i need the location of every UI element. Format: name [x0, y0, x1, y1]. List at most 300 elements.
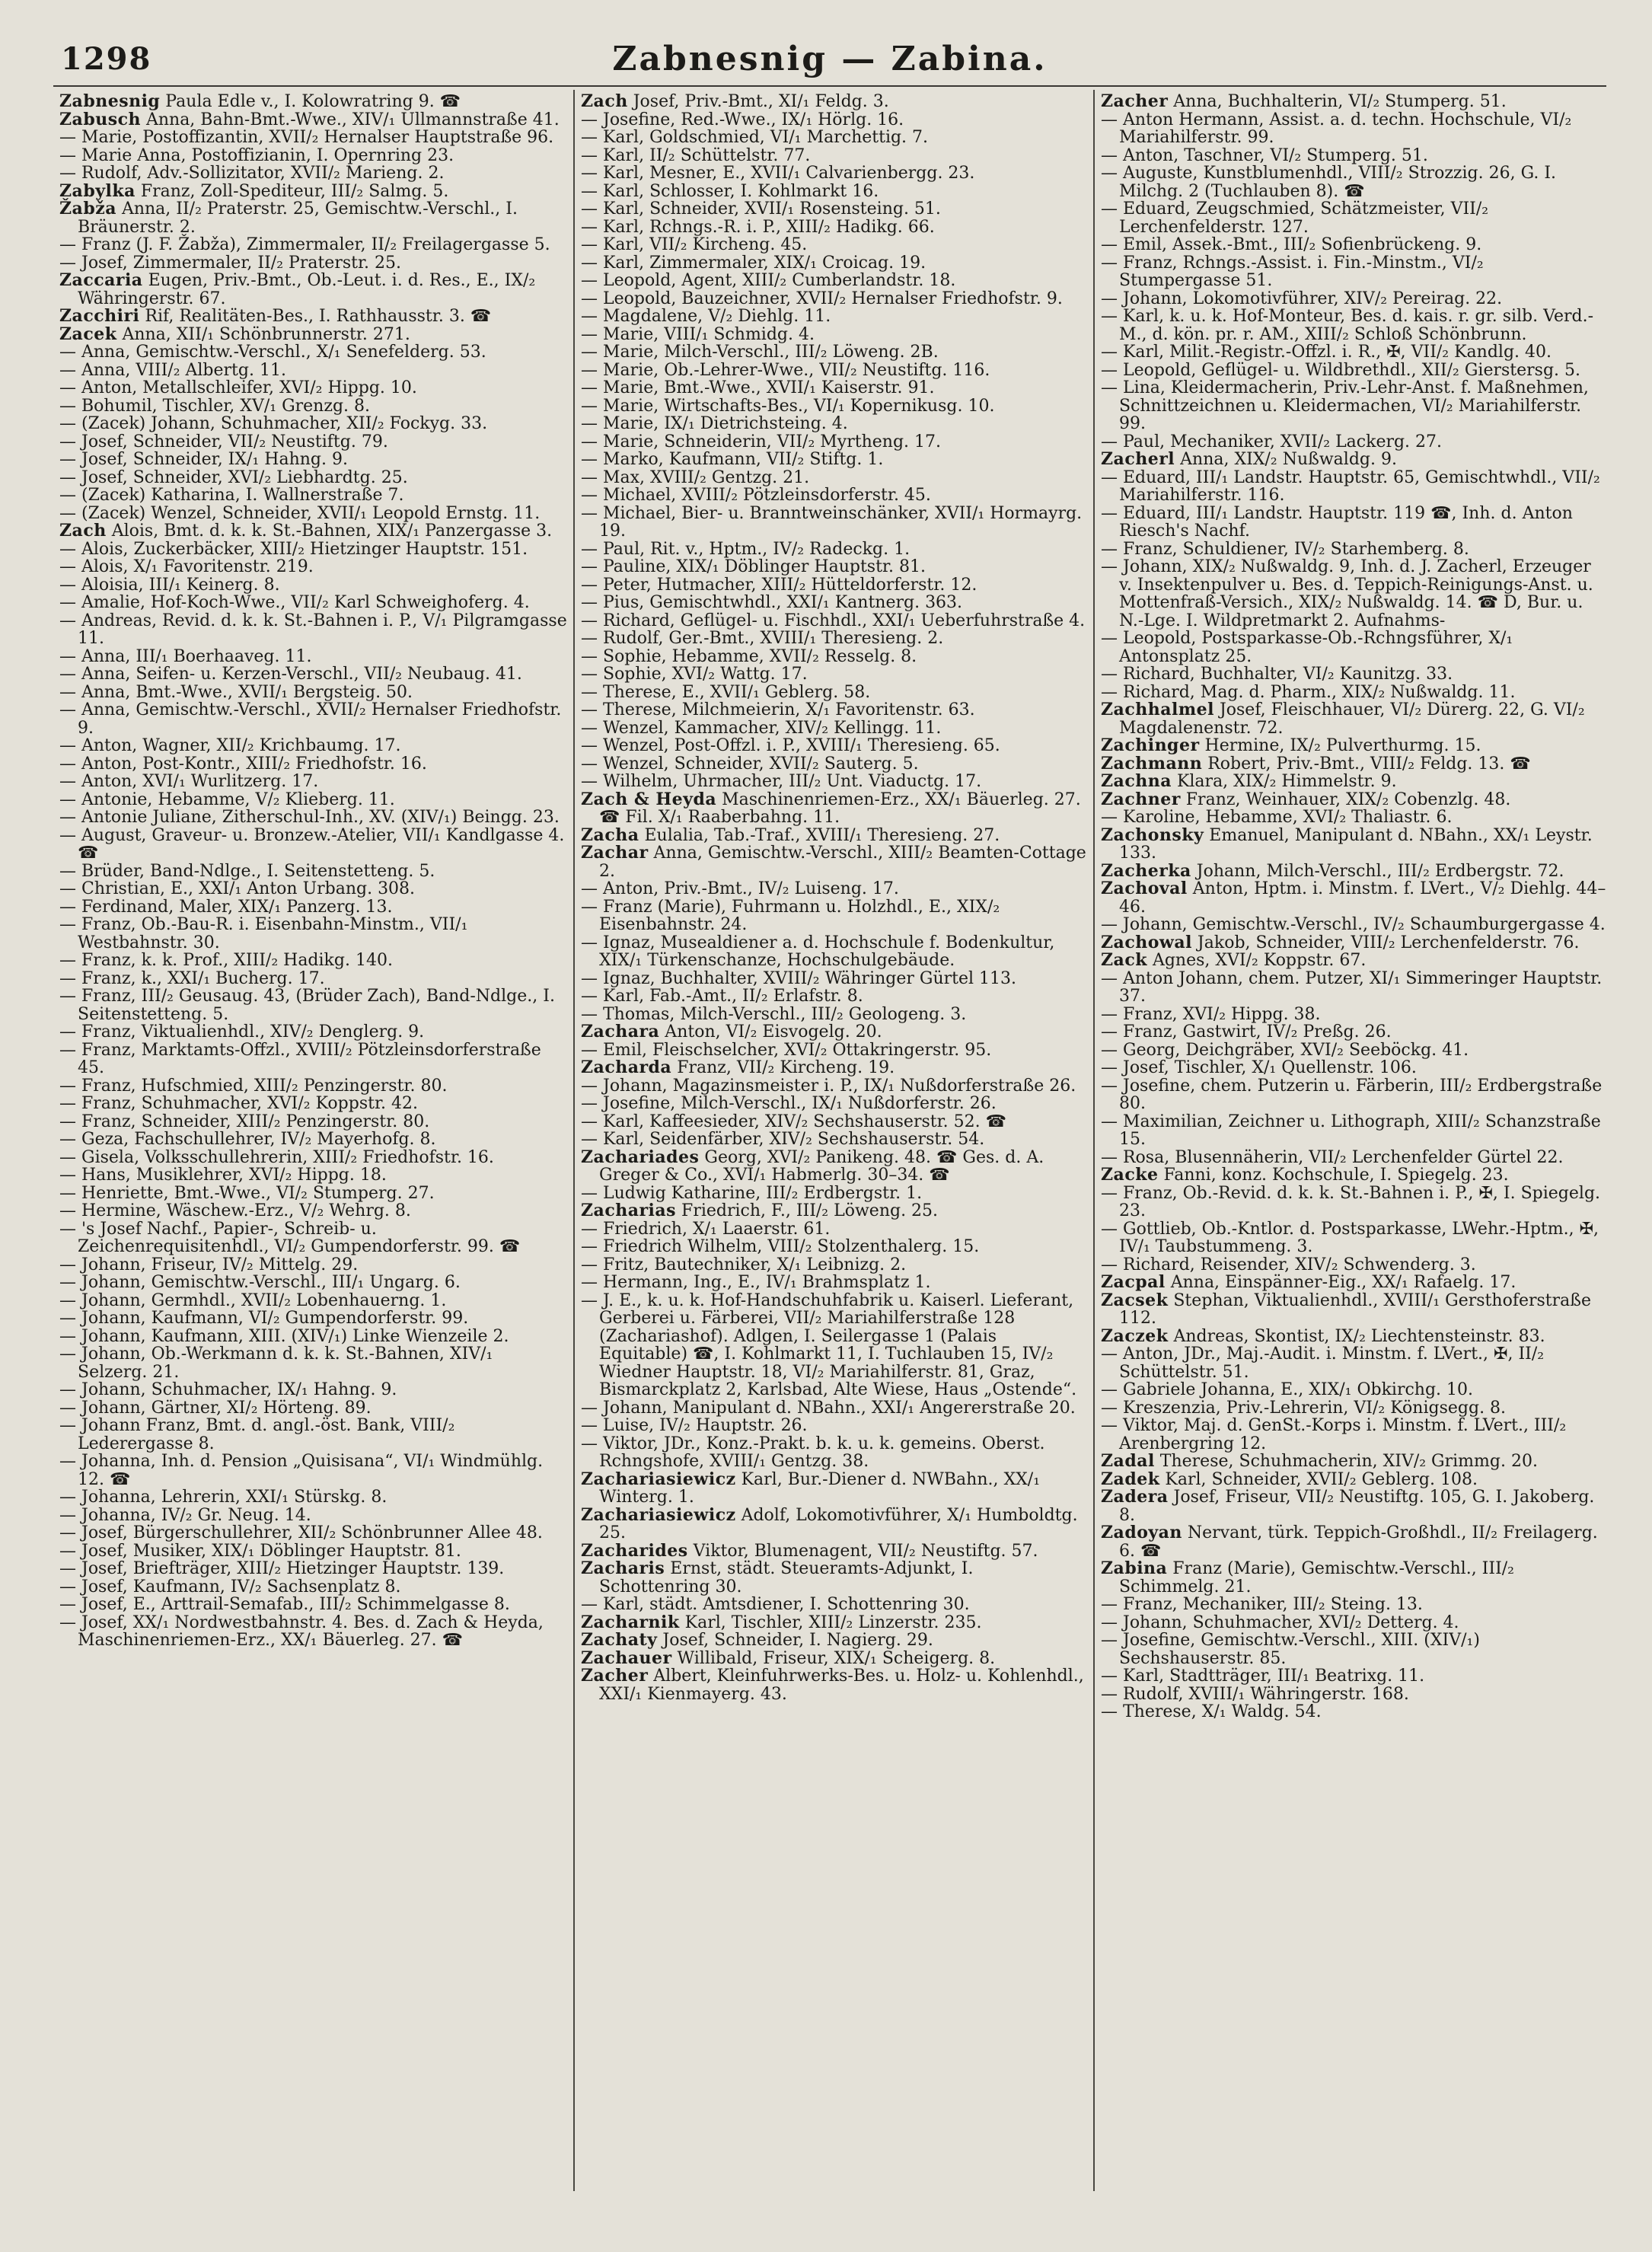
entry-text: — Josef, Schneider, VII/₂ Neustiftg. 79.	[59, 432, 388, 451]
entry-text: — Marie, Postoffizantin, XVII/₂ Hernalser Hauptstraße 96.	[59, 128, 554, 147]
directory-entry	[581, 1471, 1087, 1507]
entry-text: — Johann Franz, Bmt. d. angl.-öst. Bank, VIII/₂ Lederergasse 8.	[59, 1416, 455, 1453]
directory-entry	[59, 1453, 567, 1488]
entry-text: — Johann, Kaufmann, XIII. (XIV/₁) Linke Wienzeile 2.	[59, 1326, 509, 1346]
entry-text: — Karl, II/₂ Schüttelstr. 77.	[581, 145, 811, 165]
entry-text: — Josef, Bürgerschullehrer, XII/₂ Schönbrunner Allee 48.	[59, 1523, 543, 1542]
entry-text: Anna, Bahn-Bmt.-Wwe., XIV/₁ Ullmannstraße 41.	[140, 110, 560, 129]
entry-text: — Josefine, chem. Putzerin u. Färberin, III/₂ Erdbergstraße 80.	[1101, 1076, 1603, 1113]
entry-text: — Rudolf, Ger.-Bmt., XVIII/₁ Theresieng. 2.	[581, 629, 944, 648]
entry-surname: Zacharda	[581, 1057, 672, 1077]
entry-text: — Michael, Bier- u. Branntweinschänker, XVII/₁ Hormayrg. 19.	[581, 503, 1083, 541]
directory-entry	[1101, 1220, 1607, 1256]
entry-text: Anna, XIX/₂ Nußwaldg. 9.	[1175, 450, 1397, 469]
entry-text: Anna, XII/₁ Schönbrunnerstr. 271.	[116, 324, 410, 344]
entry-surname: Zach	[59, 521, 107, 541]
directory-entry	[581, 1435, 1087, 1471]
entry-surname: Zachowal	[1101, 932, 1192, 952]
entry-text: — Leopold, Bauzeichner, XVII/₂ Hernalser Friedhofstr. 9.	[581, 289, 1063, 308]
directory-entry	[59, 164, 567, 183]
entry-text: — Marie Anna, Postoffizianin, I. Opernring 23.	[59, 145, 454, 165]
entry-text: — J. E., k. u. k. Hof-Handschuhfabrik u. Kaiserl. Lieferant, Gerberei u. Färberei, VII/₂ Mariahilferstraße 128 (Zachariashof). Adlgen, I. Seilergasse 1 (Palais Equitable) ☎, I. Kohlmarkt 11, I. Tuchlauben 15, IV/₂ Wiedner Hauptstr. 18, VI/₂ Mariahilferstr. 81, Graz, Bismarckplatz 2, Karlsbad, Alte Wiese, Haus „Ostende“.	[581, 1290, 1077, 1399]
directory-entry	[1101, 737, 1607, 755]
entry-surname: Zadoyan	[1101, 1523, 1182, 1542]
entry-text: — Hermine, Wäschew.-Erz., V/₂ Wehrg. 8.	[59, 1201, 411, 1220]
directory-entry	[1101, 290, 1607, 308]
directory-entry	[581, 880, 1087, 898]
directory-entry	[581, 219, 1087, 237]
entry-surname: Zacherka	[1101, 860, 1191, 881]
entry-text: — Friedrich, X/₁ Laaerstr. 61.	[581, 1219, 831, 1239]
entry-surname: Zacchiri	[59, 306, 140, 326]
entry-text: Emanuel, Manipulant d. NBahn., XX/₁ Leystr. 133.	[1119, 825, 1593, 863]
directory-entry	[1101, 1185, 1607, 1220]
entry-text: — Viktor, Maj. d. GenSt.-Korps i. Minstm. f. LVert., III/₂ Arenbergring 12.	[1101, 1416, 1567, 1453]
directory-entry	[59, 1417, 567, 1453]
entry-text: — Leopold, Agent, XIII/₂ Cumberlandstr. 18.	[581, 271, 956, 290]
directory-entry	[1101, 1256, 1607, 1274]
entry-text: — Marie, Bmt.-Wwe., XVII/₁ Kaiserstr. 91.	[581, 378, 935, 397]
entry-text: — Josef, XX/₁ Nordwestbahnstr. 4. Bes. d. Zach & Heyda, Maschinenriemen-Erz., XX/₁ Bäuerleg. 27. ☎	[59, 1612, 544, 1650]
directory-entry	[581, 1560, 1087, 1596]
directory-entry	[581, 1650, 1087, 1668]
directory-entry	[59, 1131, 567, 1149]
entry-text: — Alois, Zuckerbäcker, XIII/₂ Hietzinger Hauptstr. 151.	[59, 539, 528, 559]
entry-text: — Franz, Rchngs.-Assist. i. Fin.-Minstm., VI/₂ Stumpergasse 51.	[1101, 253, 1484, 290]
entry-text: — Franz, XVI/₂ Hippg. 38.	[1101, 1004, 1321, 1024]
directory-entry	[1101, 1113, 1607, 1149]
directory-entry	[1101, 1703, 1607, 1721]
entry-text: — Johanna, Lehrerin, XXI/₁ Stürskg. 8.	[59, 1488, 387, 1507]
directory-entry	[59, 505, 567, 523]
entry-text: Josef, Priv.-Bmt., XI/₁ Feldg. 3.	[627, 92, 889, 111]
entry-surname: Zabusch	[59, 109, 141, 129]
directory-entry	[581, 1095, 1087, 1113]
entry-text: — Luise, IV/₂ Hauptstr. 26.	[581, 1416, 808, 1435]
directory-entry	[59, 129, 567, 147]
entry-text: Franz, Zoll-Spediteur, III/₂ Salmg. 5.	[135, 181, 449, 201]
entry-surname: Zachara	[581, 1022, 660, 1041]
directory-entry	[59, 791, 567, 809]
entry-surname: Zacharias	[581, 1201, 677, 1220]
directory-entry	[59, 880, 567, 898]
entry-text: — Anton, Priv.-Bmt., IV/₂ Luiseng. 17.	[581, 879, 899, 898]
directory-entry	[581, 379, 1087, 397]
entry-text: — Johann, Kaufmann, VI/₂ Gumpendorferstr. 99.	[59, 1309, 469, 1328]
entry-text: — Emil, Assek.-Bmt., III/₂ Sofienbrückeng. 9.	[1101, 235, 1482, 254]
entry-text: — Karl, Stadtträger, III/₁ Beatrixg. 11.	[1101, 1667, 1425, 1686]
directory-entry	[581, 1399, 1087, 1418]
directory-entry	[1101, 1274, 1607, 1292]
directory-entry	[1101, 433, 1607, 451]
directory-entry	[59, 1345, 567, 1381]
entry-surname: Zacpal	[1101, 1272, 1166, 1292]
entry-text: — Peter, Hutmacher, XIII/₂ Hütteldorferstr. 12.	[581, 575, 977, 595]
entry-text: — Franz (J. F. Žabža), Zimmermaler, II/₂ Freilagergasse 5.	[59, 235, 550, 254]
entry-text: — Johann, Friseur, IV/₂ Mittelg. 29.	[59, 1255, 359, 1274]
directory-entry	[581, 1504, 1087, 1542]
entry-text: Adolf, Lokomotivführer, X/₁ Humboldtg. 25.	[599, 1505, 1078, 1542]
entry-text: Karl, Bur.-Diener d. NWBahn., XX/₁ Winterg. 1.	[599, 1469, 1041, 1507]
directory-entry	[59, 236, 567, 254]
directory-entry	[59, 1507, 567, 1525]
directory-entry	[581, 1238, 1087, 1256]
entry-text: — Anna, Seifen- u. Kerzen-Verschl., VII/₂ Neubaug. 41.	[59, 665, 522, 684]
directory-entry	[59, 1077, 567, 1096]
entry-text: Albert, Kleinfuhrwerks-Bes. u. Holz- u. Kohlenhdl., XXI/₁ Kienmayerg. 43.	[599, 1667, 1084, 1704]
entry-text: — Josef, Schneider, IX/₁ Hahng. 9.	[59, 450, 348, 469]
entry-text: Johann, Milch-Verschl., III/₂ Erdbergstr. 72.	[1191, 861, 1564, 881]
entry-text: — Wenzel, Post-Offzl. i. P., XVIII/₁ Theresieng. 65.	[581, 736, 1000, 755]
entry-text: — Pius, Gemischtwhdl., XXI/₁ Kantnerg. 363.	[581, 593, 963, 612]
directory-entry	[581, 290, 1087, 308]
entry-text: — Josef, Schneider, XVI/₂ Liebhardtg. 25.	[59, 467, 408, 487]
entry-surname: Zacherl	[1101, 449, 1175, 469]
entry-text: Nervant, türk. Teppich-Großhdl., II/₂ Freilagerg. 6. ☎	[1119, 1523, 1598, 1561]
entry-surname: Zachaty	[581, 1630, 658, 1650]
directory-entry	[59, 326, 567, 344]
entry-surname: Zaczek	[1101, 1325, 1169, 1346]
entry-text: — Josef, Musiker, XIX/₁ Döblinger Hauptstr. 81.	[59, 1541, 461, 1561]
column-middle	[573, 90, 1093, 2191]
entry-text: — Max, XVIII/₂ Gentzg. 21.	[581, 467, 810, 487]
directory-entry	[1101, 343, 1607, 362]
entry-text: — Josef, Kaufmann, IV/₂ Sachsenplatz 8.	[59, 1577, 401, 1596]
entry-surname: Zacher	[581, 1666, 649, 1686]
entry-text: — Karl, Rchngs.-R. i. P., XIII/₂ Hadikg. 66.	[581, 217, 935, 237]
directory-entry	[1101, 1041, 1607, 1060]
entry-text: Josef, Friseur, VII/₂ Neustiftg. 105, G. I. Jakoberg. 8.	[1119, 1488, 1595, 1525]
directory-entry	[1101, 1023, 1607, 1041]
directory-entry	[59, 1381, 567, 1399]
directory-entry	[581, 791, 1087, 827]
directory-entry	[59, 952, 567, 970]
entry-text: — Karl, Zimmermaler, XIX/₁ Croicag. 19.	[581, 253, 926, 273]
entry-text: — Wilhelm, Uhrmacher, III/₂ Unt. Viaductg. 17.	[581, 772, 982, 791]
directory-entry	[59, 200, 567, 236]
directory-entry	[581, 1077, 1087, 1096]
directory-entry	[1101, 970, 1607, 1006]
entry-text: — Anna, VIII/₂ Albertg. 11.	[59, 360, 286, 380]
entry-text: — Karl, städt. Amtsdiener, I. Schottenring 30.	[581, 1595, 970, 1614]
entry-surname: Zadal	[1101, 1451, 1155, 1471]
entry-text: Stephan, Viktualienhdl., XVIII/₁ Gersthoferstraße 112.	[1119, 1290, 1591, 1328]
entry-text: — (Zacek) Wenzel, Schneider, XVII/₁ Leopold Ernstg. 11.	[59, 503, 541, 523]
directory-entry	[1101, 1292, 1607, 1328]
entry-text: — Emil, Fleischselcher, XVI/₂ Ottakringerstr. 95.	[581, 1040, 992, 1060]
column-right	[1093, 90, 1613, 2191]
directory-entry	[59, 916, 567, 952]
entry-text: — Ignaz, Buchhalter, XVIII/₂ Währinger Gürtel 113.	[581, 968, 1017, 988]
entry-text: — Josef, Tischler, X/₁ Quellenstr. 106.	[1101, 1058, 1417, 1077]
entry-text: — Johann, Lokomotivführer, XIV/₂ Pereirag. 22.	[1101, 289, 1503, 308]
entry-text: — Anna, Bmt.-Wwe., XVII/₁ Bergsteig. 50.	[59, 682, 413, 702]
entry-surname: Zacha	[581, 825, 639, 845]
directory-entry	[59, 541, 567, 559]
entry-text: — Karl, Kaffeesieder, XIV/₂ Sechshauserstr. 52. ☎	[581, 1112, 1007, 1131]
entry-surname: Zadera	[1101, 1487, 1169, 1507]
directory-entry	[59, 1542, 567, 1561]
entry-text: — Henriette, Bmt.-Wwe., VI/₂ Stumperg. 27.	[59, 1183, 435, 1203]
directory-entry	[581, 737, 1087, 755]
directory-entry	[1101, 379, 1607, 433]
directory-entry	[59, 1560, 567, 1578]
entry-text: — Johann, Ob.-Werkmann d. k. k. St.-Bahnen, XIV/₁ Selzerg. 21.	[59, 1345, 493, 1382]
directory-entry	[1101, 1524, 1607, 1560]
directory-entry	[581, 308, 1087, 326]
entry-text: — Antonie, Hebamme, V/₂ Klieberg. 11.	[59, 789, 395, 809]
directory-entry	[581, 1185, 1087, 1203]
directory-entry	[581, 612, 1087, 630]
directory-entry	[581, 1220, 1087, 1239]
entry-surname: Zacher	[1101, 91, 1169, 111]
directory-entry	[1101, 791, 1607, 809]
entry-text: — Aloisia, III/₁ Keinerg. 8.	[59, 575, 280, 595]
directory-entry	[581, 415, 1087, 433]
directory-entry	[59, 1220, 567, 1256]
entry-text: — Anton, Taschner, VI/₂ Stumperg. 51.	[1101, 145, 1428, 165]
directory-entry	[59, 1256, 567, 1274]
directory-entry	[59, 1328, 567, 1346]
entry-surname: Zacharides	[581, 1540, 688, 1561]
directory-entry	[1101, 1596, 1607, 1614]
entry-text: — Franz, Schuldiener, IV/₂ Starhemberg. 8.	[1101, 539, 1469, 559]
entry-surname: Zachariasiewicz	[581, 1469, 736, 1489]
entry-text: Karl, Tischler, XIII/₂ Linzerstr. 235.	[679, 1612, 982, 1632]
directory-entry	[59, 1041, 567, 1077]
directory-entry	[581, 970, 1087, 988]
entry-text: — Eduard, III/₁ Landstr. Hauptstr. 65, Gemischtwhdl., VII/₂ Mariahilferstr. 116.	[1101, 467, 1600, 505]
directory-entry	[59, 111, 567, 129]
directory-entry	[581, 1202, 1087, 1220]
directory-entry	[59, 1309, 567, 1328]
directory-entry	[581, 898, 1087, 934]
entry-text: — August, Graveur- u. Bronzew.-Atelier, VII/₁ Kandlgasse 4. ☎	[59, 825, 565, 863]
directory-entry	[1101, 1614, 1607, 1632]
entry-text: — Christian, E., XXI/₁ Anton Urbang. 308.	[59, 879, 416, 898]
directory-entry	[1101, 701, 1607, 737]
directory-entry	[581, 558, 1087, 576]
entry-text: Rif, Realitäten-Bes., I. Rathhausstr. 3. ☎	[139, 307, 492, 326]
directory-entry	[59, 1113, 567, 1131]
directory-entry	[1101, 1686, 1607, 1704]
directory-entry	[1101, 1399, 1607, 1418]
entry-text: — Franz, Marktamts-Offzl., XVIII/₂ Pötzleinsdorferstraße 45.	[59, 1040, 541, 1077]
entry-surname: Zachar	[581, 843, 649, 863]
directory-entry	[581, 987, 1087, 1006]
entry-text: Franz (Marie), Gemischtw.-Verschl., III/₂ Schimmelg. 21.	[1119, 1559, 1514, 1596]
directory-entry	[581, 147, 1087, 165]
entry-surname: Zachariades	[581, 1147, 700, 1167]
directory-entry	[59, 469, 567, 487]
directory-entry	[1101, 952, 1607, 970]
entry-text: — Ludwig Katharine, III/₂ Erdbergstr. 1.	[581, 1183, 923, 1203]
entry-text: — Anton Johann, chem. Putzer, XI/₁ Simmeringer Hauptstr. 37.	[1101, 968, 1603, 1006]
directory-entry	[59, 987, 567, 1023]
entry-text: — Josef, Zimmermaler, II/₂ Praterstr. 25.	[59, 253, 402, 273]
directory-entry	[59, 1185, 567, 1203]
entry-text: — Gabriele Johanna, E., XIX/₁ Obkirchg. 10.	[1101, 1380, 1474, 1399]
entry-text: — Karl, Fab.-Amt., II/₂ Erlafstr. 8.	[581, 987, 863, 1006]
directory-entry	[59, 665, 567, 684]
directory-entry	[59, 701, 567, 737]
entry-text: — Michael, XVIII/₂ Pötzleinsdorferstr. 45.	[581, 486, 931, 505]
entry-text: — Eduard, III/₁ Landstr. Hauptstr. 119 ☎, Inh. d. Anton Riesch's Nachf.	[1101, 503, 1573, 541]
directory-entry	[59, 827, 567, 863]
directory-entry	[59, 1202, 567, 1220]
directory-entry	[1101, 860, 1607, 881]
entry-text: — Franz, Schuhmacher, XVI/₂ Koppstr. 42.	[59, 1094, 419, 1113]
entry-text: Maschinenriemen-Erz., XX/₁ Bäuerleg. 27. ☎ Fil. X/₁ Raaberbahng. 11.	[599, 789, 1081, 827]
entry-text: Klara, XIX/₂ Himmelstr. 9.	[1171, 772, 1397, 791]
columns-container	[53, 90, 1614, 2191]
entry-surname: Zachariasiewicz	[581, 1504, 736, 1525]
entry-text: — Wenzel, Kammacher, XIV/₂ Kellingg. 11.	[581, 718, 942, 738]
directory-entry	[59, 1524, 567, 1542]
directory-entry	[1101, 308, 1607, 343]
directory-entry	[59, 594, 567, 612]
directory-entry	[581, 665, 1087, 684]
directory-entry	[581, 1041, 1087, 1060]
entry-text: — Johann, Gemischtw.-Verschl., IV/₂ Schaumburgergasse 4.	[1101, 915, 1606, 934]
directory-entry	[59, 1023, 567, 1041]
entry-text: — Anton, JDr., Maj.-Audit. i. Minstm. f. LVert., ✠, II/₂ Schüttelstr. 51.	[1101, 1345, 1545, 1382]
directory-entry	[59, 1488, 567, 1507]
entry-text: — Johann, Schuhmacher, IX/₁ Hahng. 9.	[59, 1380, 397, 1399]
entry-text: — Lina, Kleidermacherin, Priv.-Lehr-Anst. f. Maßnehmen, Schnittzeichnen u. Kleidermachen, VI/₂ Mariahilferstr. 99.	[1101, 378, 1589, 433]
entry-text: — Wenzel, Schneider, XVII/₂ Sauterg. 5.	[581, 754, 919, 774]
entry-surname: Žabža	[59, 199, 116, 219]
entry-text: — Johann, XIX/₂ Nußwaldg. 9, Inh. d. J. Zacherl, Erzeuger v. Insektenpulver u. Bes. d. Teppich-Reinigungs-Anst. u. Mottenfraß-Versich., XIX/₂ Nußwaldg. 14. ☎ D, Bur. u. N.-Lge. I. Wildpretmarkt 2. Aufnahms-	[1101, 557, 1593, 630]
directory-entry	[59, 415, 567, 433]
entry-text: — Franz, Ob.-Bau-R. i. Eisenbahn-Minstm., VII/₁ Westbahnstr. 30.	[59, 915, 468, 952]
entry-text: — Franz, k., XXI/₁ Bucherg. 17.	[59, 968, 325, 988]
entry-text: Hermine, IX/₂ Pulverthurmg. 15.	[1199, 736, 1481, 755]
entry-text: — Antonie Juliane, Zitherschul-Inh., XV. (XIV/₁) Beingg. 23.	[59, 808, 560, 827]
directory-entry	[581, 1596, 1087, 1614]
directory-entry	[1101, 1381, 1607, 1399]
entry-text: — Johann, Schuhmacher, XVI/₂ Detterg. 4.	[1101, 1612, 1459, 1632]
entry-text: — Thomas, Milch-Verschl., III/₂ Geologeng. 3.	[581, 1004, 967, 1024]
entry-surname: Zacharnik	[581, 1612, 680, 1632]
entry-text: — Karl, VII/₂ Kircheng. 45.	[581, 235, 808, 254]
directory-entry	[1101, 200, 1607, 236]
directory-entry	[59, 898, 567, 917]
entry-text: — Johann, Gemischtw.-Verschl., III/₁ Ungarg. 6.	[59, 1273, 461, 1292]
entry-text: — Franz (Marie), Fuhrmann u. Holzhdl., E., XIX/₂ Eisenbahnstr. 24.	[581, 897, 1000, 934]
entry-text: Georg, XVI/₂ Panikeng. 48. ☎ Ges. d. A. Greger & Co., XVI/₁ Habmerlg. 30–34. ☎	[599, 1147, 1044, 1185]
entry-text: — Alois, X/₁ Favoritenstr. 219.	[59, 557, 314, 576]
directory-entry	[1101, 809, 1607, 827]
entry-text: — Sophie, XVI/₂ Wattg. 17.	[581, 665, 808, 684]
entry-text: — Anton Hermann, Assist. a. d. techn. Hochschule, VI/₂ Mariahilferstr. 99.	[1101, 110, 1572, 147]
entry-text: — Leopold, Geflügel- u. Wildbrethdl., XII/₂ Gierstersg. 5.	[1101, 360, 1580, 380]
entry-text: Anna, II/₂ Praterstr. 25, Gemischtw.-Verschl., I. Bräunerstr. 2.	[78, 199, 518, 237]
entry-text: — Ignaz, Musealdiener a. d. Hochschule f. Bodenkultur, XIX/₁ Türkenschanze, Hochschulgebäude.	[581, 933, 1055, 970]
directory-entry	[1101, 558, 1607, 630]
directory-entry	[59, 863, 567, 881]
entry-text: Friedrich, F., III/₂ Löweng. 25.	[676, 1201, 939, 1220]
directory-entry	[581, 505, 1087, 541]
entry-text: — Anna, III/₁ Boerhaaveg. 11.	[59, 646, 312, 666]
entry-text: — 's Josef Nachf., Papier-, Schreib- u. Zeichenrequisitenhdl., VI/₂ Gumpendorferstr. 99. ☎	[59, 1219, 521, 1256]
entry-text: — Gisela, Volksschullehrerin, XIII/₂ Friedhofstr. 16.	[59, 1147, 494, 1167]
entry-text: — Amalie, Hof-Koch-Wwe., VII/₂ Karl Schweighoferg. 4.	[59, 593, 530, 612]
directory-entry	[581, 773, 1087, 791]
entry-text: — Anna, Gemischtw.-Verschl., X/₁ Senefelderg. 53.	[59, 343, 486, 362]
entry-text: Anton, Hptm. i. Minstm. f. LVert., V/₂ Diehlg. 44–46.	[1119, 879, 1606, 917]
directory-entry	[1101, 755, 1607, 774]
entry-surname: Zachhalmel	[1101, 700, 1214, 719]
entry-surname: Zachonsky	[1101, 825, 1204, 845]
directory-entry	[581, 719, 1087, 738]
directory-entry	[581, 272, 1087, 290]
entry-surname: Zack	[1101, 950, 1147, 970]
entry-surname: Zabylka	[59, 180, 136, 201]
entry-surname: Zachauer	[581, 1648, 672, 1668]
directory-entry	[581, 200, 1087, 219]
entry-text: Agnes, XVI/₂ Koppstr. 67.	[1147, 951, 1367, 970]
directory-entry	[1101, 164, 1607, 200]
directory-entry	[59, 612, 567, 648]
entry-text: — Franz, Ob.-Revid. d. k. k. St.-Bahnen i. P., ✠, I. Spiegelg. 23.	[1101, 1183, 1601, 1220]
directory-entry	[1101, 1166, 1607, 1185]
entry-text: — Karl, Milit.-Registr.-Offzl. i. R., ✠, VII/₂ Kandlg. 40.	[1101, 343, 1552, 362]
running-head: Zabnesnig — Zabina.	[612, 39, 1048, 78]
entry-text: — Marie, Wirtschafts-Bes., VI/₁ Kopernikusg. 10.	[581, 396, 995, 416]
directory-entry	[59, 1166, 567, 1185]
directory-entry	[581, 844, 1087, 880]
directory-entry	[1101, 773, 1607, 791]
entry-text: — Eduard, Zeugschmied, Schätzmeister, VII/₂ Lerchenfelderstr. 127.	[1101, 199, 1489, 237]
directory-entry	[1101, 1453, 1607, 1471]
directory-entry	[59, 1095, 567, 1113]
entry-text: Alois, Bmt. d. k. k. St.-Bahnen, XIX/₁ Panzergasse 3.	[106, 522, 553, 541]
directory-entry	[581, 1006, 1087, 1024]
entry-text: Ernst, städt. Steueramts-Adjunkt, I. Schottenring 30.	[599, 1559, 974, 1596]
entry-text: — Marko, Kaufmann, VII/₂ Stiftg. 1.	[581, 450, 884, 469]
directory-entry	[581, 701, 1087, 719]
entry-text: Anna, Buchhalterin, VI/₂ Stumperg. 51.	[1168, 92, 1507, 111]
directory-entry	[59, 1596, 567, 1614]
directory-entry	[59, 343, 567, 362]
directory-entry	[59, 362, 567, 380]
directory-entry	[59, 1274, 567, 1292]
directory-entry	[1101, 916, 1607, 934]
directory-entry	[581, 254, 1087, 273]
entry-text: Therese, Schuhmacherin, XIV/₂ Grimmg. 20.	[1154, 1452, 1538, 1471]
directory-entry	[1101, 469, 1607, 505]
directory-entry	[1101, 1149, 1607, 1167]
directory-entry	[59, 147, 567, 165]
directory-entry	[59, 397, 567, 416]
directory-entry	[1101, 630, 1607, 665]
directory-entry	[59, 486, 567, 505]
directory-entry	[581, 397, 1087, 416]
entry-text: — Viktor, JDr., Konz.-Prakt. b. k. u. k. gemeins. Oberst. Rchngshofe, XVIII/₁ Gentzg. 38.	[581, 1434, 1045, 1471]
directory-entry	[59, 451, 567, 469]
directory-entry	[581, 827, 1087, 845]
directory-entry	[1101, 362, 1607, 380]
directory-entry	[581, 648, 1087, 666]
directory-entry	[581, 934, 1087, 970]
directory-entry	[1101, 236, 1607, 254]
entry-text: — Therese, X/₁ Waldg. 54.	[1101, 1702, 1322, 1721]
entry-text: — Anton, Wagner, XII/₂ Krichbaumg. 17.	[59, 736, 401, 755]
entry-text: Josef, Fleischhauer, VI/₂ Dürerg. 22, G. VI/₂ Magdalenenstr. 72.	[1119, 700, 1585, 738]
directory-entry	[1101, 1667, 1607, 1686]
directory-entry	[581, 1256, 1087, 1274]
